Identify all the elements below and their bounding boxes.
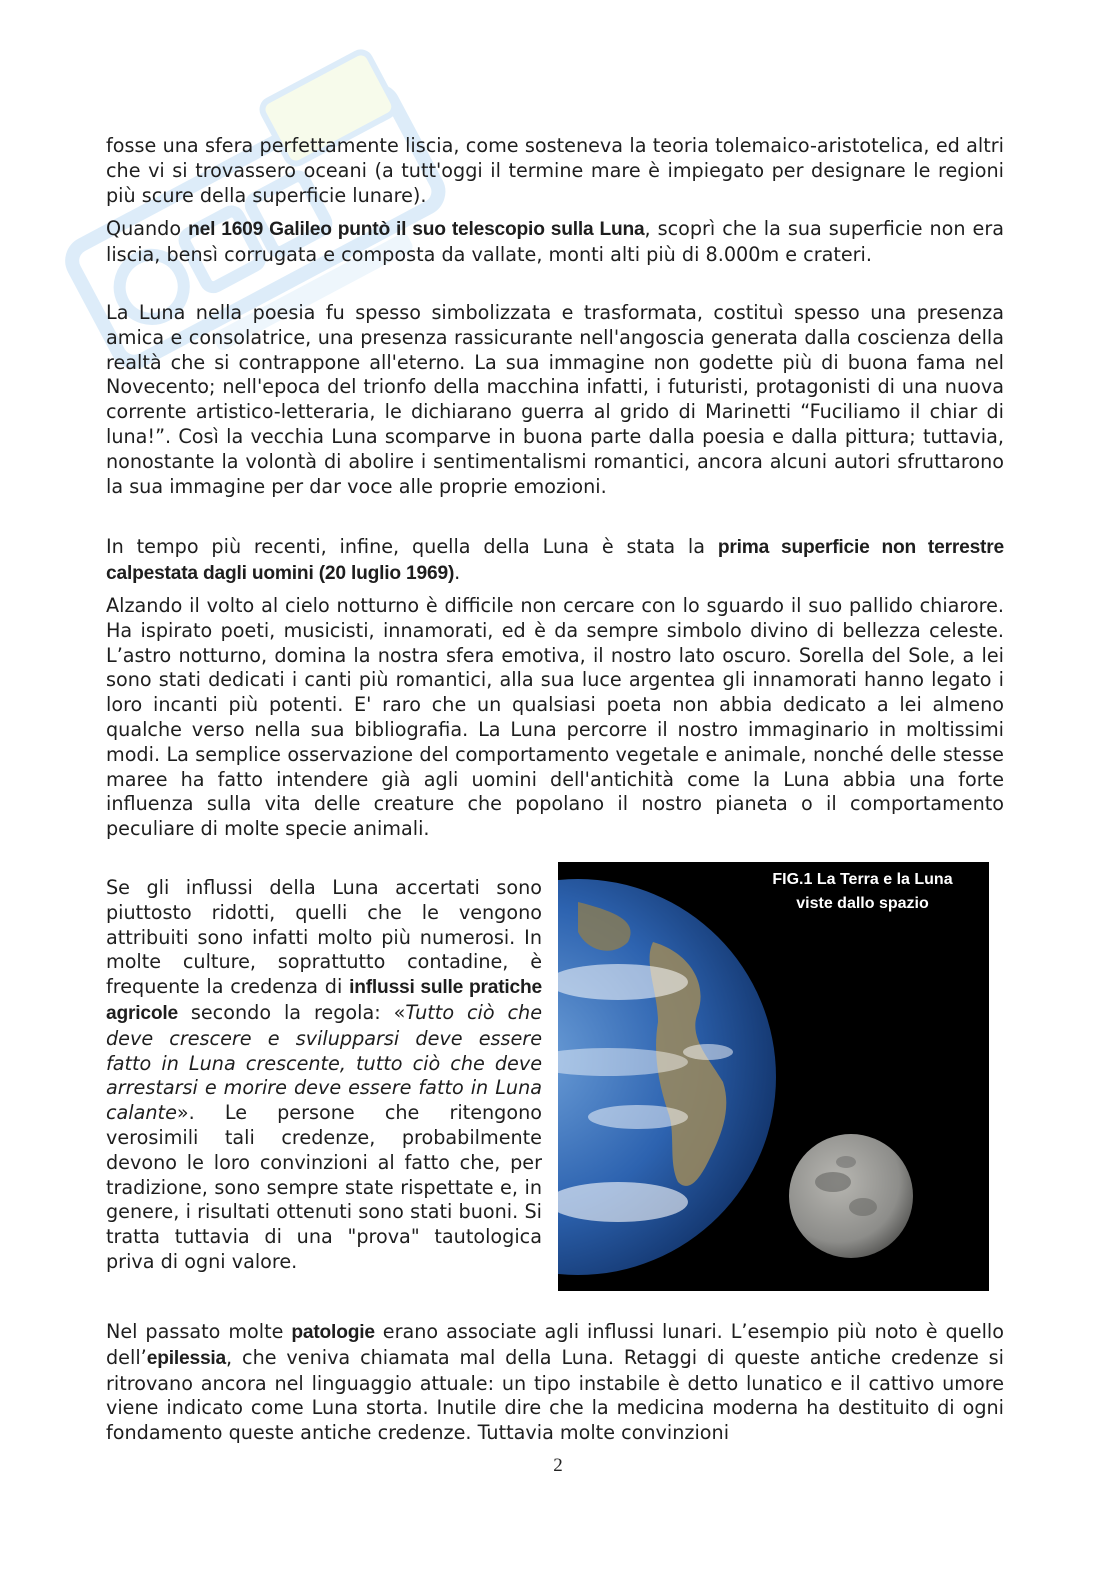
paragraph-2-highlight: nel 1609 Galileo puntò il suo telescopio sulla Luna — [188, 219, 645, 240]
paragraph-3 — [106, 301, 1004, 499]
paragraph-7-highlight-2: epilessia — [146, 1347, 227, 1369]
paragraph-5-text: Alzando il volto al cielo notturno è difficile non cercare con lo sguardo il suo pallido chiarore. Ha ispirato poeti, musicisti, innamorati, ed è da sempre simbolo divino di bellezza celeste. L’astro notturno, domina la nostra sfera emotiva, il nostro lato oscuro. Sorella del Sole, a lei sono stati dedicati i canti più romantici, alla sua luce argentea gli innamorati hanno legato i loro incanti più potenti. E' raro che un qualsiasi poeta non abbia dedicato a lei almeno qualche verso nella sua bibliografia. La Luna percorre il nostro immaginario in moltissimi modi. La semplice osservazione del comportamento vegetale e animale, nonché delle stesse maree ha fatto intendere già agli uomini dell'antichità come la Luna abbia una forte influenza sulla vita delle creature che popolano il nostro pianeta o il comportamento peculiare di molte specie animali. — [106, 594, 1004, 841]
paragraph-6 — [106, 876, 542, 1275]
paragraph-6-mid: secondo la regola: « — [177, 1000, 406, 1024]
paragraph-4-end: . — [454, 560, 461, 584]
paragraph-1 — [106, 134, 1004, 208]
figure-caption — [558, 868, 989, 916]
paragraph-6-quote: Tutto ciò che deve crescere e svilupparsi deve essere fatto in Luna crescente, tutto ciò che deve arrestarsi e morire deve essere fatto in Luna calante — [106, 1000, 542, 1125]
paragraph-3-text: La Luna nella poesia fu spesso simbolizzata e trasformata, costituì spesso una presenza amica e consolatrice, una presenza rassicurante nell'angoscia generata dalla coscienza della realtà che si contrappone all'eterno. La sua immagine non godette più di buona fama nel Novecento; nell'epoca del trionfo della macchina infatti, i futuristi, protagonisti di una nuova corrente artistico-letteraria, le dichiarano guerra al grido di Marinetti “Fuciliamo il chiar di luna!”. Così la vecchia Luna scomparve in buona parte dalla poesia e dalla pittura; tuttavia, nonostante la volontà di abolire i sentimentalismi romantici, ancora alcuni autori sfruttarono la sua immagine per dar voce alle proprie emozioni. — [106, 301, 1004, 498]
earth-moon-figure — [558, 862, 989, 1291]
paragraph-6-highlight: influssi sulle pratiche agricole — [106, 977, 542, 1024]
paragraph-4-start: In tempo più recenti, infine, quella della Luna è stata la — [106, 535, 718, 558]
paragraph-2 — [106, 217, 1004, 268]
paragraph-1-text: fosse una sfera perfettamente liscia, come sosteneva la teoria tolemaico-aristotelica, ed altri che vi si trovassero oceani (a tutt'oggi il termine mare è impiegato per designare le regioni più scure della superficie lunare). — [106, 134, 1004, 207]
caption-line-2: viste dallo spazio — [796, 895, 929, 912]
paragraph-2-end: , scoprì che la sua superficie non era liscia, bensì corrugata e composta da vallate, monti alti più di 8.000m e crateri. — [106, 217, 1004, 266]
paragraph-6-end: ». Le persone che ritengono verosimili tali credenze, probabilmente devono le loro convinzioni al fatto che, per tradizione, sono sempre state rispettate e, in genere, i risultati ottenuti sono stati buoni. Si tratta tuttavia di una "prova" tautologica priva di ogni valore. — [106, 1101, 542, 1273]
caption-line-1: FIG.1 La Terra e la Luna — [772, 871, 953, 888]
paragraph-7-highlight-1: patologie — [291, 1322, 375, 1343]
paragraph-7-start: Nel passato molte — [106, 1320, 292, 1343]
paragraph-6-start: Se gli influssi della Luna accertati sono piuttosto ridotti, quelli che le vengono attribuiti sono infatti molto più numerosi. In molte culture, soprattutto contadine, è frequente la credenza di — [106, 876, 542, 999]
paragraph-7-end: , che veniva chiamata mal della Luna. Retaggi di queste antiche credenze si ritrovano ancora nel linguaggio attuale: un tipo instabile è detto lunatico e il cattivo umore viene indicato come Luna storta. Inutile dire che la medicina moderna ha destituito di ogni fondamento queste antiche credenze. Tuttavia molte convinzioni — [106, 1345, 1004, 1445]
earth-moon-image — [558, 862, 989, 1291]
paragraph-7-mid: erano associate agli influssi lunari. L’esempio più noto è quello dell’ — [106, 1320, 1004, 1369]
paragraph-4-highlight: prima superficie non terrestre calpestata dagli uomini (20 luglio 1969) — [106, 537, 1004, 584]
paragraph-2-start: Quando — [106, 217, 189, 240]
paragraph-4 — [106, 535, 1004, 587]
moon-icon — [789, 1134, 913, 1258]
page-number: 2 — [553, 1455, 563, 1476]
paragraph-7 — [106, 1320, 1004, 1446]
paragraph-5 — [106, 594, 1004, 842]
